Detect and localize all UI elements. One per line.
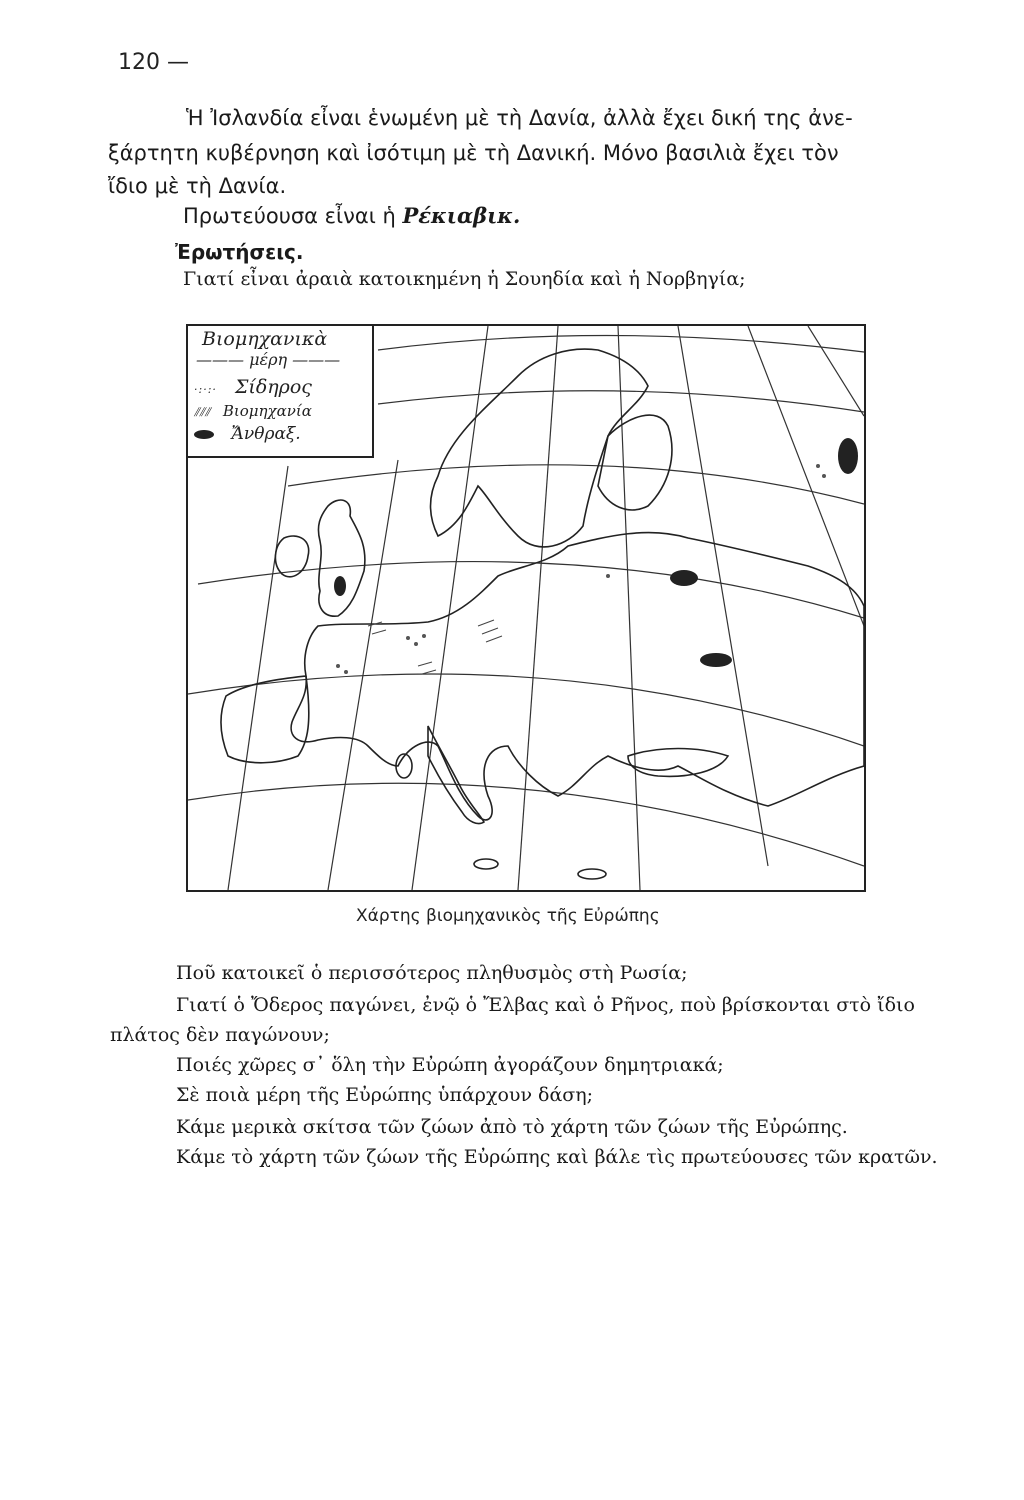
question-3-line-1: Γιατί ὁ Ὄδερος παγώνει, ἐνῷ ὁ Ἔλβας καὶ ὁ Ρῆνος, ποὺ βρίσκονται στὸ ἴδιο — [176, 994, 915, 1016]
capital-prefix: Πρωτεύουσα εἶναι ἡ — [183, 204, 396, 228]
iron-marker — [344, 670, 348, 674]
parallel-line — [198, 562, 864, 618]
legend-iron-label: Σίδηρος — [234, 376, 312, 398]
meridian-line — [808, 326, 864, 416]
coal-marker — [334, 576, 346, 596]
legend-item-iron — [194, 376, 312, 398]
iron-dots-icon: ·:·:· — [194, 383, 217, 396]
iron-marker — [406, 636, 410, 640]
parallel-line — [288, 465, 864, 504]
iron-marker — [336, 664, 340, 668]
island-shape — [474, 859, 498, 869]
legend-coal-label: Ἄνθραξ. — [231, 424, 301, 444]
parallel-line — [378, 335, 864, 352]
europe-industrial-map — [186, 324, 866, 892]
hatch-icon: ⫽⫽⫽ — [194, 405, 211, 419]
legend-subtitle-row — [196, 350, 340, 369]
page-number: 120 — — [118, 50, 189, 75]
meridian-line — [412, 326, 488, 890]
legend-divider: ——— — [196, 350, 244, 369]
meridian-line — [518, 326, 558, 890]
island-shape — [578, 869, 606, 879]
question-4: Ποιές χῶρες σ᾿ ὅλη τὴν Εὐρώπη ἀγοράζουν δημητριακά; — [176, 1054, 724, 1076]
coal-marker — [670, 570, 698, 586]
intro-line-2: ξάρτητη κυβέρνηση καὶ ἰσότιμη μὲ τὴ Δανική. Μόνο βασιλιὰ ἔχει τὸν — [108, 141, 839, 165]
question-6: Κάμε μερικὰ σκίτσα τῶν ζώων ἀπὸ τὸ χάρτη τῶν ζώων τῆς Εὐρώπης. — [176, 1116, 848, 1138]
meridian-line — [228, 466, 288, 890]
legend-divider: ——— — [292, 350, 341, 369]
meridian-line — [678, 326, 768, 866]
mainland-coast — [291, 533, 864, 820]
coal-marker — [838, 438, 858, 474]
iberia-coast — [221, 676, 309, 763]
map-legend — [188, 326, 374, 458]
legend-item-coal — [194, 424, 301, 444]
legend-title: Βιομηχανικὰ — [202, 328, 328, 350]
capital-line — [183, 202, 520, 230]
questions-heading: Ἐρωτήσεις. — [175, 240, 304, 264]
coal-blob-icon — [194, 430, 214, 439]
britain-coast — [318, 500, 364, 616]
iron-marker — [422, 634, 426, 638]
coal-marker — [700, 653, 732, 667]
iron-marker — [414, 642, 418, 646]
intro-line-1: Ἡ Ἰσλανδία εἶναι ἑνωμένη μὲ τὴ Δανία, ἀλλὰ ἔχει δική της ἀνε- — [186, 106, 853, 130]
iron-marker — [822, 474, 826, 478]
legend-subtitle: μέρη — [249, 350, 288, 369]
legend-industry-label: Βιομηχανία — [222, 402, 312, 420]
black-sea-coast — [628, 749, 728, 777]
intro-line-3: ἴδιο μὲ τὴ Δανία. — [108, 174, 287, 198]
question-1: Γιατί εἶναι ἀραιὰ κατοικημένη ἡ Σουηδία καὶ ἡ Νορβηγία; — [183, 268, 746, 290]
map-caption: Χάρτης βιομηχανικὸς τῆς Εὐρώπης — [356, 906, 660, 926]
question-2: Ποῦ κατοικεῖ ὁ περισσότερος πληθυσμὸς στὴ Ρωσία; — [176, 962, 688, 984]
parallel-line — [188, 783, 864, 866]
finland-coast — [598, 415, 672, 510]
parallel-line — [188, 674, 864, 746]
question-7: Κάμε τὸ χάρτη τῶν ζώων τῆς Εὐρώπης καὶ βάλε τὶς πρωτεύουσες τῶν κρατῶν. — [176, 1146, 938, 1168]
question-3-line-2: πλάτος δὲν παγώνουν; — [110, 1024, 330, 1046]
legend-item-industry — [194, 402, 312, 420]
question-5: Σὲ ποιὰ μέρη τῆς Εὐρώπης ὑπάρχουν δάση; — [176, 1084, 594, 1106]
capital-name: Ρέκιαβικ. — [402, 203, 521, 228]
meridian-line — [748, 326, 864, 626]
scandinavia-coast — [431, 349, 649, 547]
italy-coast — [428, 726, 484, 824]
industry-hatch — [368, 620, 502, 674]
iron-marker — [816, 464, 820, 468]
iron-marker — [606, 574, 610, 578]
